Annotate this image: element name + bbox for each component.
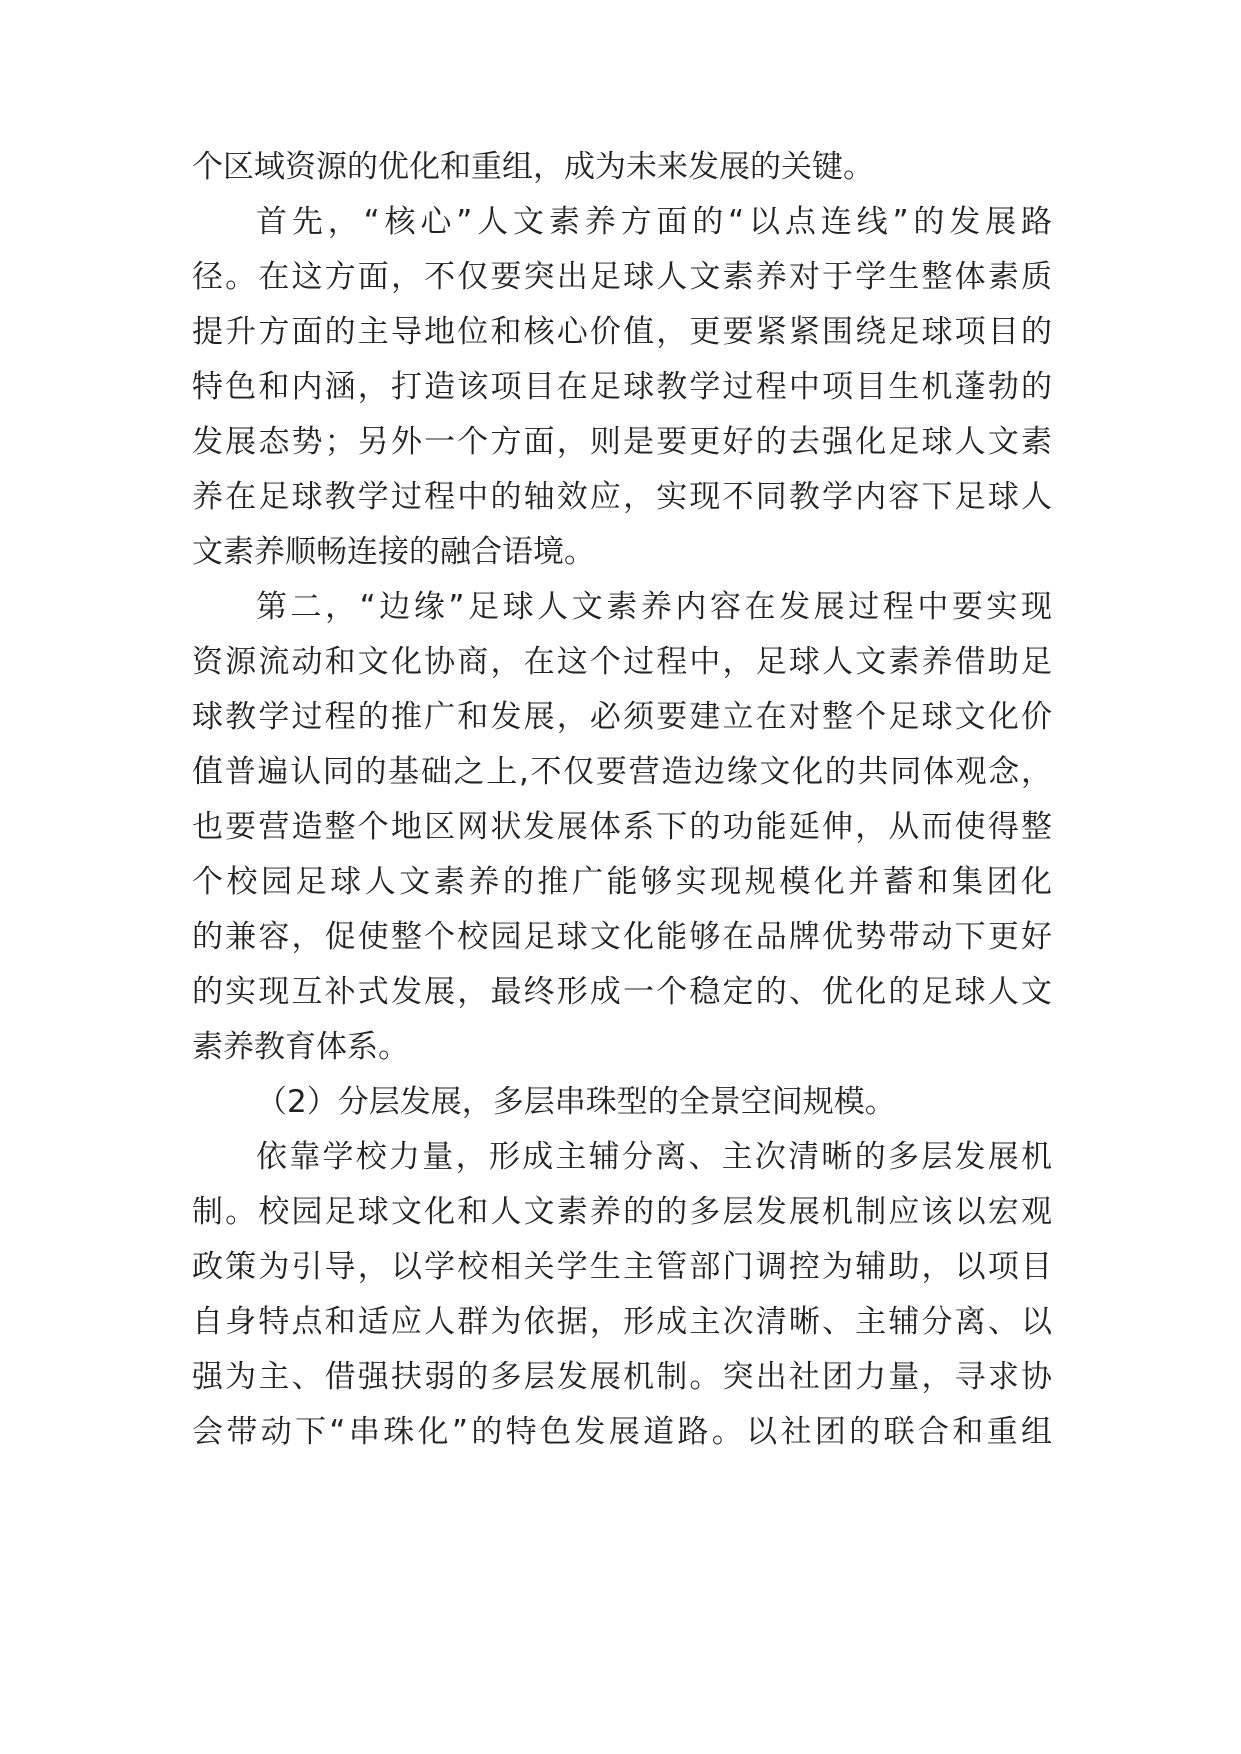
text-line: 提升方面的主导地位和核心价值，更要紧紧围绕足球项目的 (192, 314, 1052, 350)
text-line: 养在足球教学过程中的轴效应，实现不同教学内容下足球人 (192, 479, 1052, 515)
text-line: 自身特点和适应人群为依据，形成主次清晰、主辅分离、以 (192, 1304, 1052, 1340)
text-line: 的兼容，促使整个校园足球文化能够在品牌优势带动下更好 (192, 919, 1052, 955)
text-line: 球教学过程的推广和发展，必须要建立在对整个足球文化价 (192, 699, 1052, 735)
paragraph-first-line: 依靠学校力量，形成主辅分离、主次清晰的多层发展机 (256, 1139, 1052, 1175)
text-line: 制。校园足球文化和人文素养的的多层发展机制应该以宏观 (192, 1194, 1052, 1230)
text-line: 也要营造整个地区网状发展体系下的功能延伸，从而使得整 (192, 809, 1052, 845)
paragraph-first-line: 首先，“核心”人文素养方面的“以点连线”的发展路 (256, 204, 1052, 240)
text-line: 会带动下“串珠化”的特色发展道路。以社团的联合和重组 (192, 1414, 1052, 1450)
text-line: 特色和内涵，打造该项目在足球教学过程中项目生机蓬勃的 (192, 369, 1052, 405)
text-line: 个区域资源的优化和重组，成为未来发展的关键。 (192, 149, 874, 185)
text-line: 文素养顺畅连接的融合语境。 (192, 534, 595, 570)
text-line: 资源流动和文化协商，在这个过程中，足球人文素养借助足 (192, 644, 1052, 680)
paragraph-first-line: 第二，“边缘”足球人文素养内容在发展过程中要实现 (256, 589, 1052, 625)
text-line: 的实现互补式发展，最终形成一个稳定的、优化的足球人文 (192, 974, 1052, 1010)
section-heading: （2）分层发展，多层串珠型的全景空间规模。 (256, 1084, 896, 1120)
text-line: 值普遍认同的基础之上,不仅要营造边缘文化的共同体观念， (192, 754, 1052, 790)
text-line: 径。在这方面，不仅要突出足球人文素养对于学生整体素质 (192, 259, 1052, 295)
text-line: 素养教育体系。 (192, 1029, 409, 1065)
text-line: 发展态势；另外一个方面，则是要更好的去强化足球人文素 (192, 424, 1052, 460)
text-line: 强为主、借强扶弱的多层发展机制。突出社团力量，寻求协 (192, 1359, 1052, 1395)
text-line: 政策为引导，以学校相关学生主管部门调控为辅助，以项目 (192, 1249, 1052, 1285)
text-line: 个校园足球人文素养的推广能够实现规模化并蓄和集团化 (192, 864, 1052, 900)
